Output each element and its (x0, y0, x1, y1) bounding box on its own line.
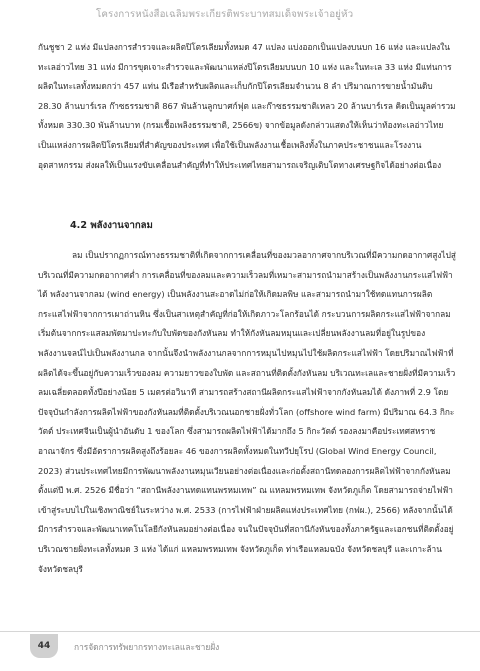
page-number-badge: 44 (30, 634, 58, 658)
section-heading: 4.2 พลังงานจากลม (70, 220, 153, 231)
footer-divider (0, 631, 480, 632)
running-header: โครงการหนังสือเฉลิมพระเกียรติพระบาทสมเด็จพระเจ้าอยู่หัว (96, 9, 354, 20)
body-paragraph-wind-energy: ลม เป็นปรากฏการณ์ทางธรรมชาติที่เกิดจากการเคลื่อนที่ของมวลอากาศจากบริเวณที่มีความกดอากาศสูงไปสู่บริเวณที่มีความกดอากาศต่ำ การเคลื่อนที่ของลมและความเร็วลมที่เหมาะสามารถนำมาสร้างเป็นพลังงานกระแสไฟฟ้าได้ พลังงานจากลม (wind energy) เป็นพลังงานสะอาดไม่ก่อให้เกิดมลพิษ และสามารถนำมาใช้ทดแทนการผลิตกระแสไฟฟ้าจากการเผาถ่านหิน ซึ่งเป็นสาเหตุสำคัญที่ก่อให้เกิดภาวะโลกร้อนได้ กระบวนการผลิตกระแสไฟฟ้าจากลมเริ่มต้นจากกระแสลมพัดมาปะทะกับใบพัดของกังหันลม ทำให้กังหันลมหมุนและเปลี่ยนพลังงานลมที่อยู่ในรูปของพลังงานจลน์ไปเป็นพลังงานกล จากนั้นจึงนำพลังงานกลจากการหมุนไปหมุนไปใช้ผลิตกระแสไฟฟ้า โดยปริมาณไฟฟ้าที่ผลิตได้จะขึ้นอยู่กับความเร็วของลม ความยาวของใบพัด และสถานที่ติดตั้งกังหันลม บริเวณทะเลและชายฝั่งที่มีความเร็วลมเฉลี่ยตลอดทั้งปีอย่างน้อย 5 เมตรต่อวินาที สามารถสร้างสถานีผลิตกระแสไฟฟ้าจากกังหันลมได้ ดังภาพที่ 2.9 โดยปัจจุบันกำลังการผลิตไฟฟ้าของกังหันลมที่ติดตั้งบริเวณนอกชายฝั่งทั่วโลก (offshore wind farm) มีปริมาณ 64.3 กิกะวัตต์ ประเทศจีนเป็นผู้นำอันดับ 1 ของโลก ซึ่งสามารถผลิตไฟฟ้าได้มากถึง 5 กิกะวัตต์ รองลงมาคือประเทศสหราชอาณาจักร ซึ่งมีอัตราการผลิตสูงถึงร้อยละ 46 ของการผลิตทั้งหมดในทวีปยุโรป (Global Wind Energy Council, 2023) ส่วนประเทศไทยมีการพัฒนาพลังงานหมุนเวียนอย่างต่อเนื่องและก่อตั้งสถานีทดลองการผลิตไฟฟ้าจากกังหันลม ตั้งแต่ปี พ.ศ. 2526 มีชื่อว่า “สถานีพลังงานทดแทนพรหมเทพ” ณ แหลมพรหมเทพ จังหวัดภูเก็ต โดยสามารถจ่ายไฟฟ้าเข้าสู่ระบบไปในเชิงพาณิชย์ในระหว่าง พ.ศ. 2533 (การไฟฟ้าฝ่ายผลิตแห่งประเทศไทย (กฟผ.), 2566) หลังจากนั้นได้มีการสำรวจและพัฒนาเทคโนโลยีกังหันลมอย่างต่อเนื่อง จนในปัจจุบันที่สถานีกังหันของทั้งภาครัฐและเอกชนที่ติดตั้งอยู่บริเวณชายฝั่งทะเลทั้งหมด 3 แห่ง ได้แก่ แหลมพรหมเทพ จังหวัดภูเก็ต ท่าเรือแหลมฉบัง จังหวัดชลบุรี และเกาะล้าน จังหวัดชลบุรี (38, 250, 456, 574)
footer-book-title: การจัดการทรัพยากรทางทะเลและชายฝั่ง (74, 642, 220, 652)
body-paragraph-top: กันชูชา 2 แห่ง มีแปลงการสำรวจและผลิตปิโตรเลียมทั้งหมด 47 แปลง แบ่งออกเป็นแปลงบนบก 16 แห่ง และแปลงในทะเลอ่าวไทย 31 แห่ง มีการขุดเจาะสำรวจและพัฒนาแหล่งปิโตรเลียมบนบก 10 แห่ง และในทะเล 33 แห่ง มีแท่นการผลิตในทะเลทั้งหมดกว่า 457 แท่น มีเรือสำหรับผลิตและเก็บกักปิโตรเลียมจำนวน 8 ลำ ปริมาณการขายน้ำมันดิบ 28.30 ล้านบาร์เรล ก๊าซธรรมชาติ 867 พันล้านลูกบาศก์ฟุต และก๊าซธรรมชาติเหลว 20 ล้านบาร์เรล คิดเป็นมูลค่ารวมทั้งหมด 330.30 พันล้านบาท (กรมเชื้อเพลิงธรรมชาติ, 2566ข) จากข้อมูลดังกล่าวแสดงให้เห็นว่าท้องทะเลอ่าวไทย เป็นแหล่งการผลิตปิโตรเลียมที่สำคัญของประเทศ เพื่อใช้เป็นพลังงานเชื้อเพลิงทั้งในภาคประชาชนและโรงงานอุตสาหกรรม ส่งผลให้เป็นแรงขับเคลื่อนสำคัญที่ทำให้ประเทศไทยสามารถเจริญเติบโตทางเศรษฐกิจได้อย่างต่อเนื่อง (38, 42, 456, 170)
